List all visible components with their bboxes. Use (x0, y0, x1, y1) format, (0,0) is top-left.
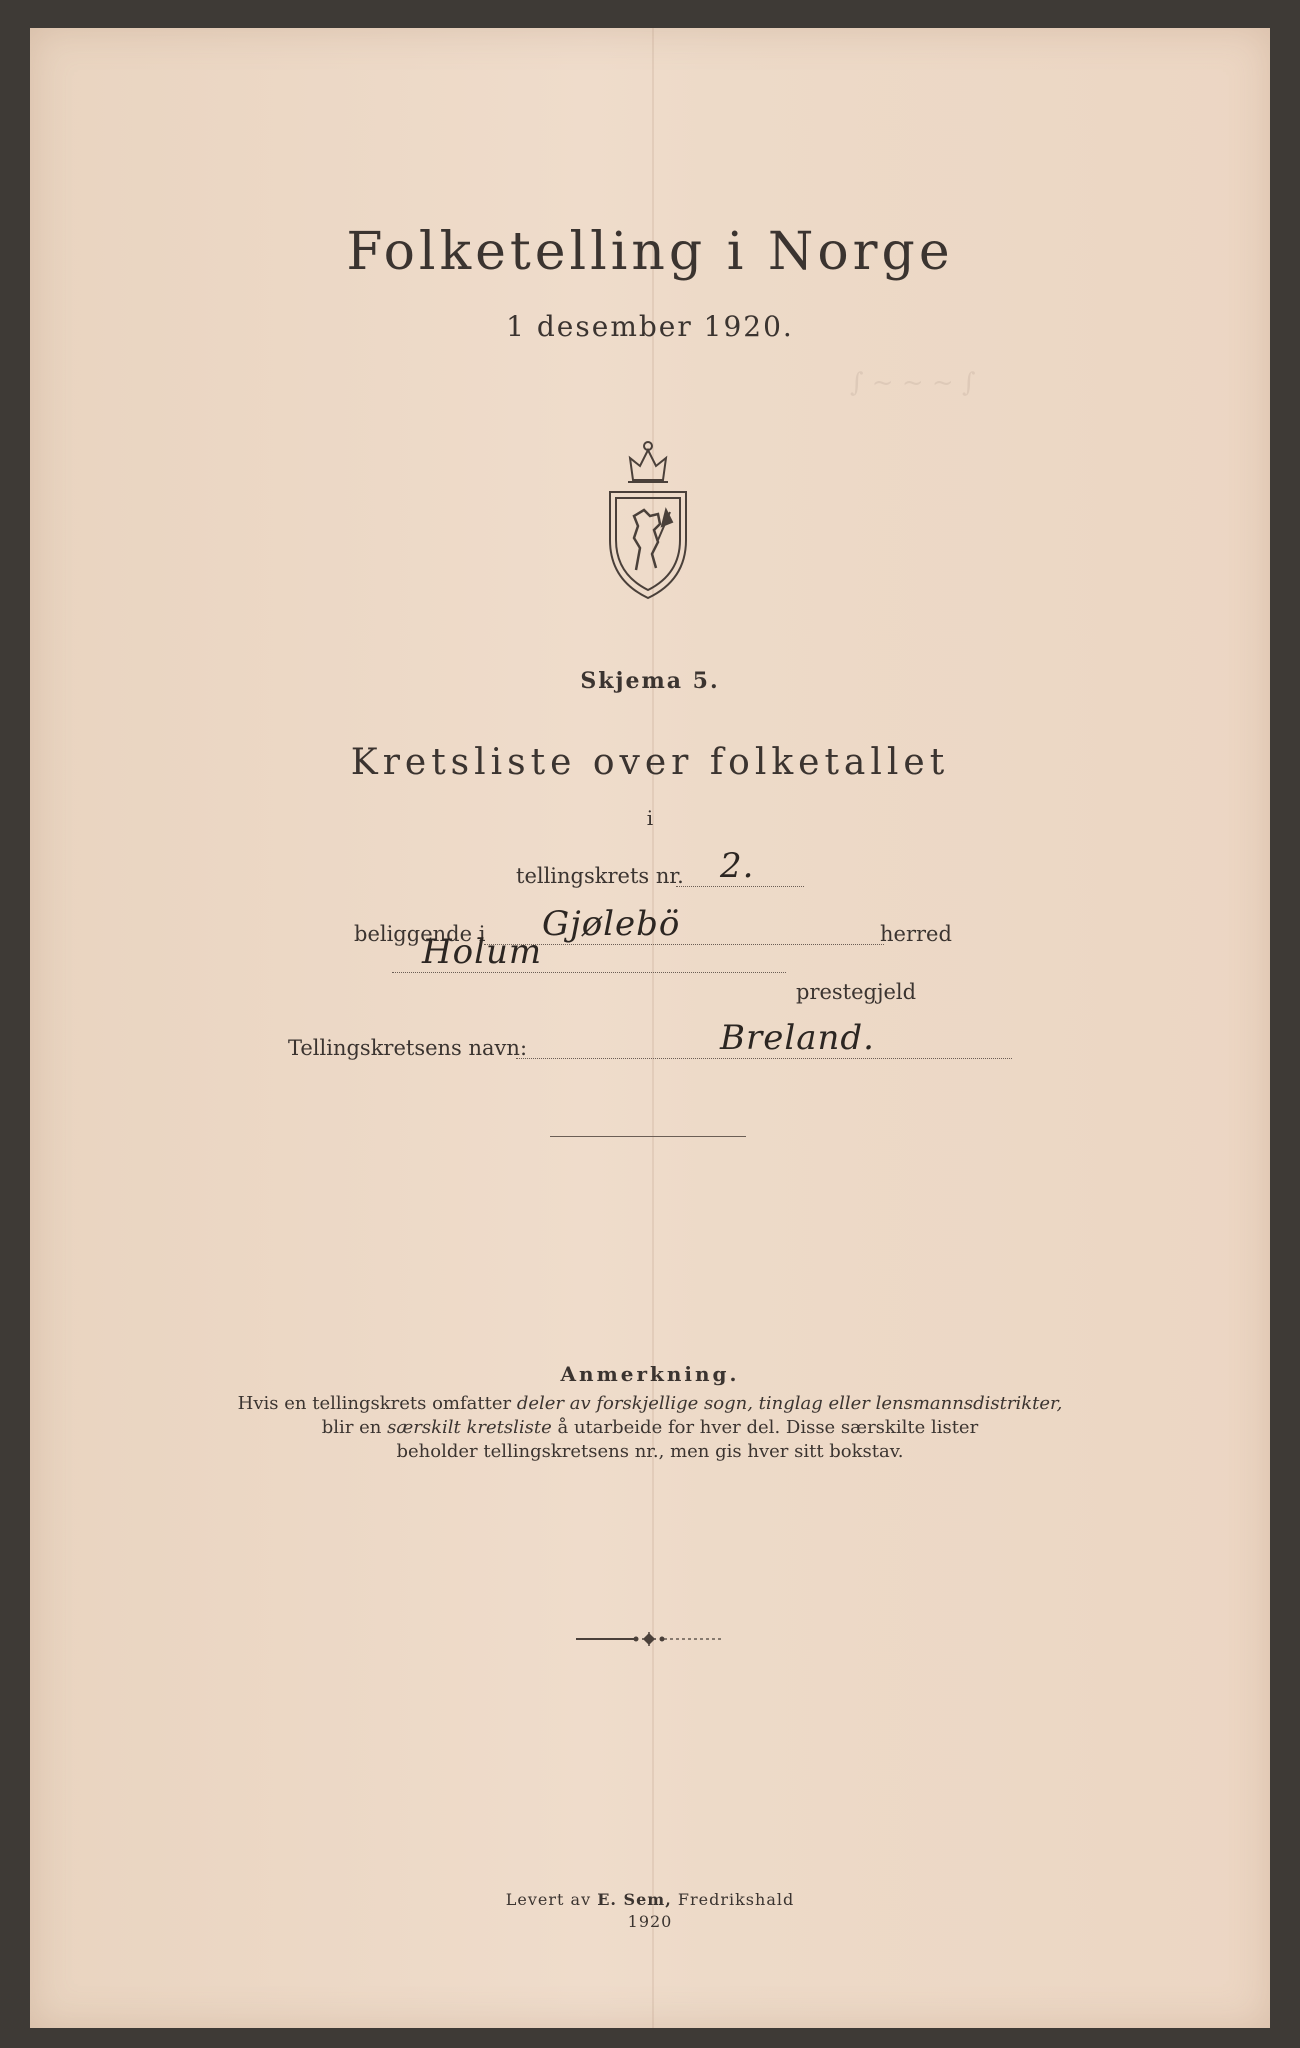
note-line-2 (210, 1416, 1090, 1440)
herred-label: herred (880, 922, 952, 946)
document-page (30, 28, 1270, 2028)
navn-label: Tellingskretsens navn: (288, 1036, 528, 1060)
note-line-2-italic: særskilt kretsliste (387, 1417, 552, 1438)
printer-city: Fredrikshald (671, 1890, 795, 1909)
note-line-2-text-a: blir en (321, 1417, 388, 1438)
document-date: 1 desember 1920. (506, 310, 794, 343)
note-heading: Anmerkning. (560, 1362, 740, 1386)
form-connector-i: i (646, 806, 654, 830)
printer-year: 1920 (627, 1912, 673, 1931)
tellingskrets-label: tellingskrets nr. (516, 864, 684, 888)
document-title: Folketelling i Norge (346, 222, 954, 282)
navn-line (516, 1058, 1012, 1059)
prestegjeld-value: Holum (422, 932, 543, 972)
prestegjeld-label: prestegjeld (796, 980, 917, 1004)
ornament-divider-icon (574, 1632, 724, 1646)
note-line-3: beholder tellingskretsens nr., men gis hver sitt bokstav. (396, 1441, 904, 1462)
note-line-1 (210, 1392, 1090, 1416)
prestegjeld-line (392, 972, 786, 973)
printer-credit (30, 1890, 1270, 1909)
beliggende-label: beliggende i (354, 922, 486, 946)
herred-value: Gjølebö (542, 904, 681, 944)
note-line-1-italic: deler av forskjellige sogn, tinglag eller lensmannsdistrikter, (516, 1393, 1063, 1414)
navn-value: Breland. (720, 1018, 875, 1058)
printer-name: E. Sem, (597, 1890, 672, 1909)
note-line-1-text: Hvis en tellingskrets omfatter (237, 1393, 517, 1414)
note-line-2-text-b: å utarbeide for hver del. Disse særskilte lister (551, 1417, 979, 1438)
herred-line (484, 944, 884, 945)
tellingskrets-value: 2. (720, 846, 755, 886)
bleed-through-marks: ∫ ~ ~ ~ ∫ (850, 368, 976, 398)
norwegian-coat-of-arms-icon (598, 430, 698, 600)
form-heading: Kretsliste over folketallet (350, 742, 950, 783)
section-divider (550, 1136, 746, 1137)
schema-number: Skjema 5. (580, 668, 720, 694)
tellingskrets-line (676, 886, 804, 887)
printer-prefix: Levert av (505, 1890, 598, 1909)
